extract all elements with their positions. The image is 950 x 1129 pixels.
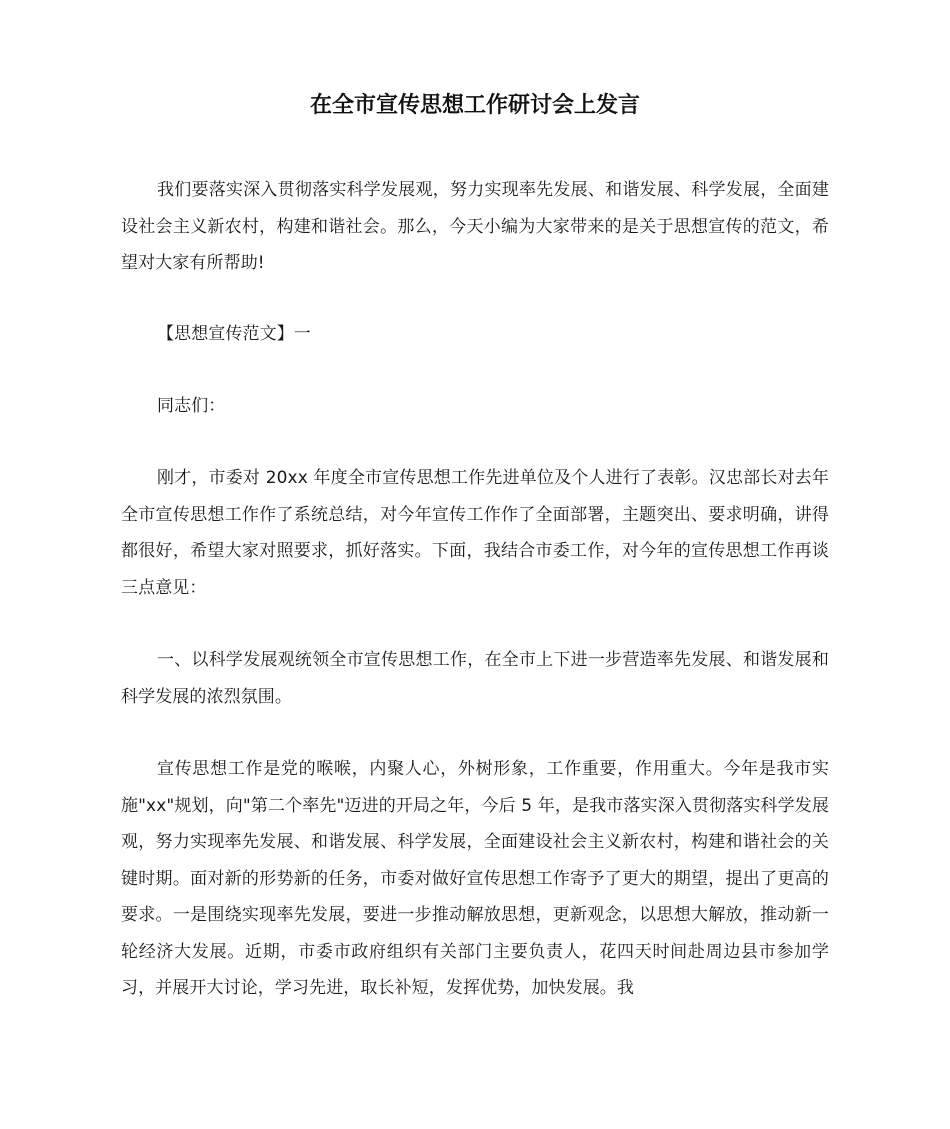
intro-paragraph: 我们要落实深入贯彻落实科学发展观，努力实现率先发展、和谐发展、科学发展，全面建设社会主义新农村，构建和谐社会。那么，今天小编为大家带来的是关于思想宣传的范文，希望对大家有所帮助! — [121, 180, 829, 273]
section-heading: 【思想宣传范文】一 — [157, 324, 311, 344]
point-one-paragraph: 一、以科学发展观统领全市宣传思想工作，在全市上下进一步营造率先发展、和谐发展和科学发展的浓烈氛围。 — [121, 650, 829, 707]
greeting-paragraph: 同志们： — [157, 396, 226, 416]
opening-paragraph: 刚才，市委对 20xx 年度全市宣传思想工作先进单位及个人进行了表彰。汉忠部长对去年全市宣传思想工作作了系统总结，对今年宣传工作作了全面部署，主题突出、要求明确，讲得都很好，希望大家对照要求，抓好落实。下面，我结合市委工作，对今年的宣传思想工作再谈三点意见： — [121, 468, 829, 598]
body-paragraph: 宣传思想工作是党的喉喉，内聚人心，外树形象，工作重要，作用重大。今年是我市实施"xx"规划，向"第二个率先"迈进的开局之年，今后 5 年，是我市落实深入贯彻落实科学发展观，努力实现率先发展、和谐发展、科学发展，全面建设社会主义新农村，构建和谐社会的关键时期。面对新的形势新的任务，市委对做好宣传思想工作寄予了更大的期望，提出了更高的要求。一是围绕实现率先发展，要进一步推动解放思想，更新观念，以思想大解放，推动新一轮经济大发展。近期，市委市政府组织有关部门主要负责人，花四天时间赴周边县市参加学习，并展开大讨论，学习先进，取长补短，发挥优势，加快发展。我 — [121, 759, 829, 998]
document-title: 在全市宣传思想工作研讨会上发言 — [309, 93, 640, 118]
